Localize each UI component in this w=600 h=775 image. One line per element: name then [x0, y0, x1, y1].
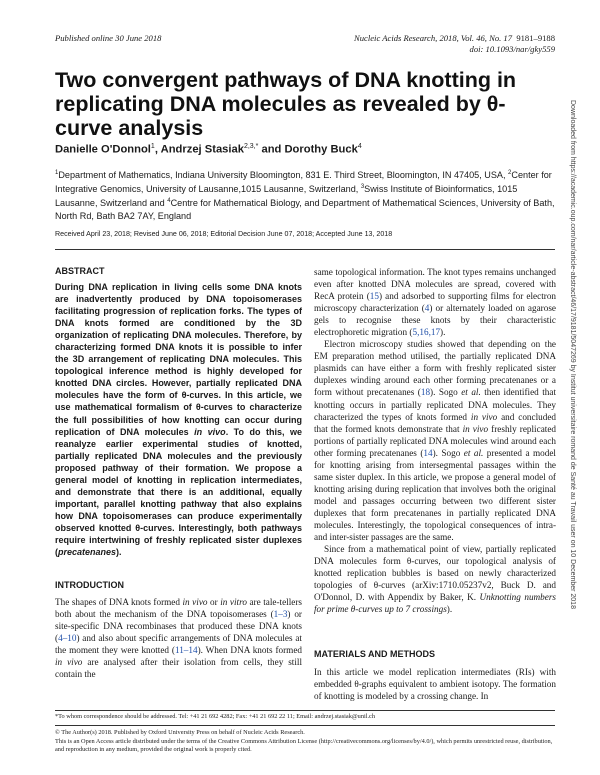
body-text: Since from a mathematical point of view, partially replicated DNA molecules form θ-curves, our topological analysis of knotted replication bubbles is based on newly characterized topologies of θ-curves (arXiv:1710.05237v2, Buck D. and O'Donnol, D. with Appendix by Baker, K.	[314, 544, 556, 603]
body-text: ) and also about specific arrangements of DNA molecules at the moment they were knotted (	[55, 633, 302, 656]
citation-link[interactable]: 11–14	[174, 645, 198, 656]
doi[interactable]: doi: 10.1093/nar/gky559	[469, 44, 555, 54]
affiliation: Center for Integrative Genomics, University of Lausanne,1015 Lausanne, Switzerland,	[55, 170, 552, 195]
citation-link[interactable]: 1–3	[273, 609, 288, 620]
body-text: presented a model for knotting arising from intersegmental passages within the same sister duplex. In this article, we propose a general model of knotting arising during replication that involves both the original model and passages occurring between two different sister duplexes that form precatenanes in partially replicated DNA molecules. Interestingly, the topological consequences of intra- and inter-sister passages are the same.	[314, 447, 556, 543]
author-list	[55, 143, 362, 156]
body-text: same topological information. The knot types remains unchanged even after knotted DNA molecules are spread, covered with RecA protein (	[314, 267, 556, 302]
abstract-italic: precatenanes	[58, 547, 117, 558]
introduction-body	[55, 596, 302, 680]
introduction-heading: INTRODUCTION	[55, 580, 124, 590]
body-text: and concluded that the formed knots demonstrate that	[314, 411, 556, 434]
author-name[interactable]: Danielle O'Donnol	[55, 143, 151, 156]
author-sep: and	[258, 143, 285, 156]
author-sup: 1	[150, 143, 155, 150]
body-italic: in vivo	[55, 657, 83, 668]
body-text: are analysed after their isolation from cells, they still contain the	[55, 657, 303, 680]
body-text: ).	[440, 327, 446, 338]
author-sup: 4	[357, 143, 362, 150]
paragraph	[314, 543, 556, 615]
body-italic: et al.	[463, 447, 484, 458]
abstract-text: . To do this, we reanalyze earlier experimental studies of knotted, partially replicated DNA molecules and the previously proposed pathway of their formation. We propose a general model of knotting in replication intermediates, and demonstrate that there is an additional, equally important, parallel knotting pathway that also explains how DNA topoisomerases can produce experimentally observed knotted θ-curves. Interestingly, both pathways require intertwining of freshly replicated sister duplexes (	[55, 426, 302, 558]
header-divider	[55, 249, 555, 250]
affil-sup: 3	[360, 184, 365, 191]
author-sep: ,	[154, 143, 161, 156]
materials-methods-heading: MATERIALS AND METHODS	[314, 649, 435, 659]
body-text: then identified that knotting occurs in partially replicated DNA molecules. They characterized the types of knots formed	[314, 387, 556, 422]
abstract-text: During DNA replication in living cells some DNA knots are inadvertently produced by DNA topoisomerases facilitating progression of replication forks. The types of DNA knots formed are conditioned by the 3D organization of replicating DNA molecules. Therefore, by characterizing formed DNA knots it is possible to infer the 3D arrangement of replicating DNA molecules. This topological inference method is highly developed for knotted DNA circles. However, partially replicated DNA molecules have the form of θ-curves. In this article, we use mathematical formalism of θ-curves to characterize the full possibilities of how knotting can occur during replication of DNA molecules	[55, 282, 302, 437]
body-text: ) or alternately loaded on agarose gels to recognise these knots by their characteristic electrophoretic migration (	[314, 303, 556, 338]
body-italic: Unknotting numbers for prime θ-curves up to 7 crossings	[314, 592, 556, 615]
body-italic: in vivo	[182, 597, 208, 607]
body-italic: in vivo	[462, 423, 489, 434]
citation-link[interactable]: 14	[423, 447, 433, 458]
download-text: Downloaded from https://academic.oup.com/nar/article-abstract/46/17/9181/5047269 by Institut universitaire romand de Santé au Travail user on 10 December 2018	[569, 100, 576, 609]
body-text: or	[207, 597, 221, 607]
body-text: are tale-tellers both about the mechanism of the DNA topoisomerases (	[55, 597, 302, 620]
copyright-note: © The Author(s) 2018. Published by Oxford University Press on behalf of Nucleic Acids Research.	[55, 729, 305, 736]
materials-methods-body: In this article we model replication intermediates (RIs) with embedded θ-graphs equivalent to ambient isotopy. The formation of knotting is modeled by a crossing change. In	[314, 667, 556, 702]
abstract-body	[55, 281, 302, 558]
footnote-divider	[55, 710, 555, 711]
affil-sup: 2	[508, 170, 512, 176]
page-range: 9181–9188	[516, 33, 555, 43]
abstract-heading: ABSTRACT	[55, 266, 105, 276]
body-text: ) or site-specific DNA recombinases that produced these DNA knots (	[55, 609, 302, 644]
correspondence-note: *To whom correspondence should be addressed. Tel: +41 21 692 4282; Fax: +41 21 692 22 11; Email: andrzej.stasiak@unil.ch	[55, 713, 375, 720]
body-text: Electron microscopy studies showed that depending on the EM preparation method utilised, the partially replicated DNA plasmids can have either a form with freshly replicated sister duplexes winding around each other forming precatenanes or a form without precatenanes (	[314, 339, 556, 398]
paragraph	[314, 338, 556, 543]
citation-link[interactable]: 5,16,17	[412, 327, 441, 338]
abstract-italic: in vivo	[194, 426, 226, 437]
body-italic: in vitro	[220, 597, 247, 607]
abstract-text: ).	[116, 547, 122, 558]
body-text: freshly replicated portions of partially replicated DNA molecules wind around each other forming precatenanes (	[314, 423, 556, 458]
body-text: ). Sogo	[430, 387, 462, 398]
download-sidebar	[568, 100, 580, 760]
body-text: ). When DNA knots formed	[197, 645, 302, 656]
body-italic: et al.	[461, 387, 481, 398]
affil-sup: 4	[167, 198, 171, 205]
affiliation: Centre for Mathematical Biology, and Department of Mathematical Sciences, University of Bath, North Rd, Bath BA2 7AY, England	[55, 198, 555, 221]
affiliation: Department of Mathematics, Indiana University Bloomington, 831 E. Third Street, Bloomington, IN 47405, USA,	[58, 170, 506, 181]
affiliations	[55, 167, 555, 222]
journal-citation	[300, 33, 555, 43]
license-note: This is an Open Access article distributed under the terms of the Creative Commons Attribution License (http://creativecommons.org/licenses/by/4.0/), which permits unrestricted reuse, distribution, and reproduction in any medium, provided the original work is properly cited.	[55, 738, 553, 754]
affiliation: Swiss Institute of Bioinformatics, 1015 Lausanne, Switzerland and	[55, 184, 518, 209]
citation-link[interactable]: 18	[420, 387, 431, 398]
author-sup: 2,3,*	[243, 143, 259, 150]
body-text: ).	[446, 604, 453, 615]
body-text: The shapes of DNA knots formed	[55, 597, 183, 607]
citation-link[interactable]: 4	[424, 303, 430, 314]
citation-link[interactable]: 4–10	[58, 633, 77, 644]
body-italic: in vivo	[470, 411, 498, 422]
author-name[interactable]: Andrzej Stasiak	[160, 143, 244, 156]
published-date: Published online 30 June 2018	[55, 33, 162, 43]
journal-name: Nucleic Acids Research, 2018, Vol. 46, No. 17	[354, 33, 513, 43]
paragraph	[314, 266, 556, 338]
right-column-body	[314, 266, 556, 615]
footnote-divider	[55, 725, 555, 726]
affil-sup: 1	[55, 170, 59, 176]
submission-dates: Received April 23, 2018; Revised June 06, 2018; Editorial Decision June 07, 2018; Accepted June 13, 2018	[55, 230, 393, 238]
body-text: ) and adsorbed to supporting films for electron microscopy characterization (	[314, 291, 557, 314]
author-name[interactable]: Dorothy Buck	[284, 143, 358, 156]
body-text: ). Sogo	[432, 447, 464, 458]
article-title: Two convergent pathways of DNA knotting in replicating DNA molecules as revealed by θ-curve analysis	[55, 68, 517, 140]
citation-link[interactable]: 15	[369, 291, 379, 302]
